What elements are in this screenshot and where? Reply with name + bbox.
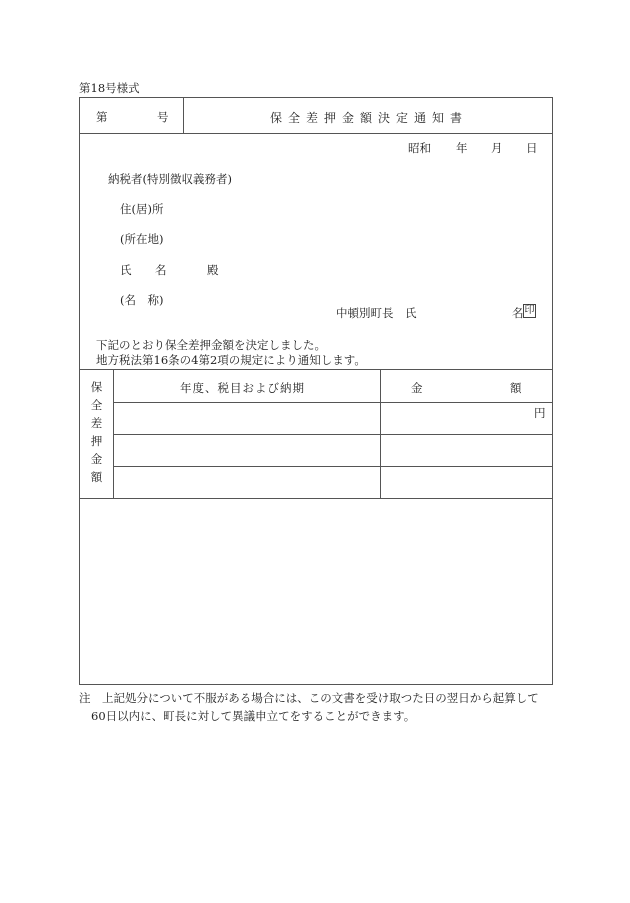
issuer-title: 中頓別町長 氏 xyxy=(336,306,417,320)
seal-mark: 印 xyxy=(524,305,535,316)
taxpayer-label: 納税者(特別徴収義務者) xyxy=(108,172,232,186)
form-number-label: 第18号様式 xyxy=(79,81,140,95)
table-row-divider-2 xyxy=(113,466,553,467)
honorific: 殿 xyxy=(207,263,219,277)
number-prefix: 第 xyxy=(96,110,108,124)
document-title: 保全差押金額決定通知書 xyxy=(270,111,469,125)
table-bottom-border xyxy=(79,498,553,499)
header-divider xyxy=(79,133,553,134)
body-line-2: 地方税法第16条の4第2項の規定により通知します。 xyxy=(96,353,366,367)
table-row-divider-1 xyxy=(113,434,553,435)
date-day: 日 xyxy=(526,141,538,155)
table-top-border xyxy=(79,369,553,370)
corporate-name-label: (名 称) xyxy=(120,293,164,307)
column-header-amount-2: 額 xyxy=(510,381,522,395)
table-side-label: 保 全 差 押 金 額 xyxy=(90,380,103,484)
address-label: 住(居)所 xyxy=(120,202,164,216)
name-label: 氏 名 xyxy=(120,263,173,277)
header-column-divider xyxy=(183,97,184,133)
column-header-amount-1: 金 xyxy=(411,381,423,395)
location-label: (所在地) xyxy=(120,232,164,246)
issuer-name-end: 名 xyxy=(512,306,524,320)
body-line-1: 下記のとおり保全差押金額を決定しました。 xyxy=(96,338,326,352)
note-line-2: 60日以内に、町長に対して異議申立てをすることができます。 xyxy=(91,709,416,723)
note-line-1: 注 上記処分について不服がある場合には、この文書を受け取つた日の翌日から起算して xyxy=(79,691,539,705)
yen-unit: 円 xyxy=(534,406,546,420)
date-era: 昭和 xyxy=(408,141,431,155)
table-header-bottom xyxy=(113,402,553,403)
column-header-period: 年度、税目および納期 xyxy=(180,381,305,395)
date-year: 年 xyxy=(456,141,468,155)
date-month: 月 xyxy=(491,141,503,155)
number-suffix: 号 xyxy=(157,110,169,124)
